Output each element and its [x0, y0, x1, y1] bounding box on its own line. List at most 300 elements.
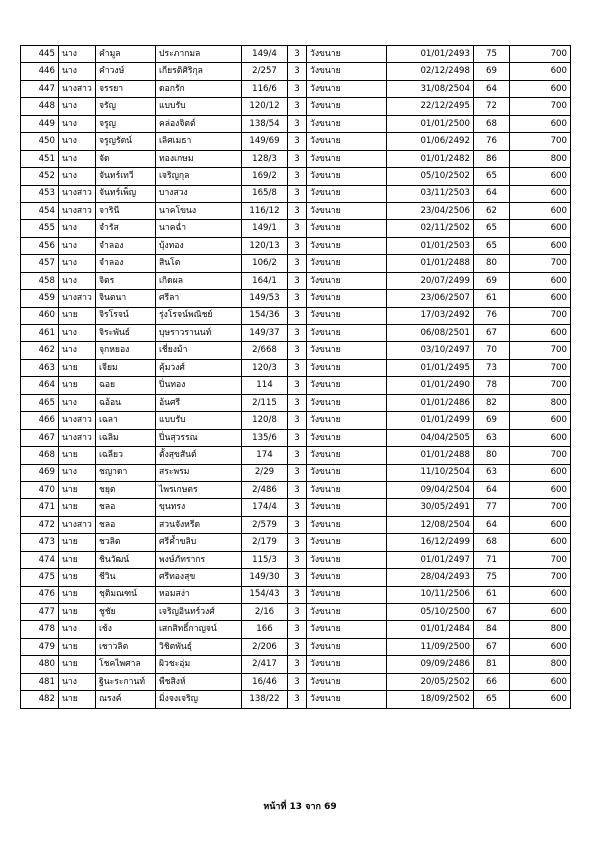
prefix-cell: นาง: [59, 237, 96, 254]
allowance-amount-cell: 800: [510, 656, 571, 673]
age-cell: 64: [474, 481, 510, 498]
age-cell: 72: [474, 98, 510, 115]
allowance-amount-cell: 600: [510, 534, 571, 551]
first-name-cell: จันทร์เพ็ญ: [96, 185, 156, 202]
age-cell: 64: [474, 80, 510, 97]
moo-cell: 3: [288, 237, 307, 254]
age-cell: 69: [474, 412, 510, 429]
last-name-cell: เจริญอินทร์วงศ์: [156, 604, 242, 621]
first-name-cell: ชินวัฒน์: [96, 551, 156, 568]
age-cell: 76: [474, 133, 510, 150]
prefix-cell: นางสาว: [59, 202, 96, 219]
last-name-cell: เลิศเมธา: [156, 133, 242, 150]
moo-cell: 3: [288, 429, 307, 446]
birth-date-cell: 28/04/2493: [387, 569, 474, 586]
allowance-amount-cell: 600: [510, 115, 571, 132]
table-row: [21, 359, 571, 376]
prefix-cell: นาง: [59, 325, 96, 342]
first-name-cell: ชีวิน: [96, 569, 156, 586]
table-row: [21, 569, 571, 586]
moo-cell: 3: [288, 638, 307, 655]
table-row: [21, 272, 571, 289]
prefix-cell: นาง: [59, 63, 96, 80]
house-number-cell: 116/12: [242, 202, 288, 219]
village-cell: วังขนาย: [307, 220, 387, 237]
age-cell: 80: [474, 447, 510, 464]
table-row: [21, 46, 571, 63]
village-cell: วังขนาย: [307, 534, 387, 551]
allowance-amount-cell: 600: [510, 412, 571, 429]
moo-cell: 3: [288, 202, 307, 219]
allowance-amount-cell: 600: [510, 586, 571, 603]
last-name-cell: บุ้งทอง: [156, 237, 242, 254]
house-number-cell: 154/43: [242, 586, 288, 603]
birth-date-cell: 23/04/2506: [387, 202, 474, 219]
age-cell: 67: [474, 325, 510, 342]
house-number-cell: 2/486: [242, 481, 288, 498]
allowance-amount-cell: 800: [510, 394, 571, 411]
age-cell: 86: [474, 150, 510, 167]
age-cell: 81: [474, 656, 510, 673]
house-number-cell: 149/37: [242, 325, 288, 342]
table-row: [21, 499, 571, 516]
row-number-cell: 451: [21, 150, 59, 167]
house-number-cell: 2/579: [242, 516, 288, 533]
age-cell: 62: [474, 202, 510, 219]
first-name-cell: เฉลียว: [96, 447, 156, 464]
moo-cell: 3: [288, 534, 307, 551]
prefix-cell: นาง: [59, 220, 96, 237]
birth-date-cell: 05/10/2502: [387, 168, 474, 185]
row-number-cell: 466: [21, 412, 59, 429]
row-number-cell: 449: [21, 115, 59, 132]
house-number-cell: 174: [242, 447, 288, 464]
birth-date-cell: 01/01/2503: [387, 237, 474, 254]
age-cell: 75: [474, 569, 510, 586]
village-cell: วังขนาย: [307, 237, 387, 254]
village-cell: วังขนาย: [307, 656, 387, 673]
moo-cell: 3: [288, 359, 307, 376]
allowance-amount-cell: 600: [510, 272, 571, 289]
prefix-cell: นาง: [59, 150, 96, 167]
row-number-cell: 463: [21, 359, 59, 376]
allowance-amount-cell: 600: [510, 325, 571, 342]
allowance-amount-cell: 600: [510, 202, 571, 219]
last-name-cell: บุษราวรานนท์: [156, 325, 242, 342]
last-name-cell: สินโต: [156, 255, 242, 272]
allowance-amount-cell: 600: [510, 464, 571, 481]
row-number-cell: 448: [21, 98, 59, 115]
age-cell: 67: [474, 638, 510, 655]
table-body: [21, 46, 571, 709]
house-number-cell: 2/115: [242, 394, 288, 411]
prefix-cell: นางสาว: [59, 429, 96, 446]
village-cell: วังขนาย: [307, 202, 387, 219]
house-number-cell: 138/54: [242, 115, 288, 132]
house-number-cell: 2/29: [242, 464, 288, 481]
first-name-cell: ชุติมณฑน์: [96, 586, 156, 603]
village-cell: วังขนาย: [307, 290, 387, 307]
allowance-amount-cell: 600: [510, 516, 571, 533]
last-name-cell: พืชสิงห์: [156, 673, 242, 690]
first-name-cell: ชลอ: [96, 516, 156, 533]
birth-date-cell: 01/01/2486: [387, 394, 474, 411]
village-cell: วังขนาย: [307, 63, 387, 80]
house-number-cell: 2/417: [242, 656, 288, 673]
village-cell: วังขนาย: [307, 429, 387, 446]
allowance-amount-cell: 700: [510, 98, 571, 115]
village-cell: วังขนาย: [307, 569, 387, 586]
birth-date-cell: 01/01/2499: [387, 412, 474, 429]
birth-date-cell: 20/07/2499: [387, 272, 474, 289]
birth-date-cell: 01/01/2488: [387, 447, 474, 464]
house-number-cell: 149/69: [242, 133, 288, 150]
allowance-amount-cell: 700: [510, 447, 571, 464]
village-cell: วังขนาย: [307, 638, 387, 655]
moo-cell: 3: [288, 290, 307, 307]
moo-cell: 3: [288, 673, 307, 690]
age-cell: 64: [474, 516, 510, 533]
first-name-cell: จินตนา: [96, 290, 156, 307]
row-number-cell: 469: [21, 464, 59, 481]
first-name-cell: เชาวลิต: [96, 638, 156, 655]
last-name-cell: ปิ่นสุวรรณ: [156, 429, 242, 446]
first-name-cell: จิรโรจน์: [96, 307, 156, 324]
last-name-cell: เสกสิทธิ์กาญจน์: [156, 621, 242, 638]
first-name-cell: เจียม: [96, 359, 156, 376]
last-name-cell: อ้นศรี: [156, 394, 242, 411]
house-number-cell: 154/36: [242, 307, 288, 324]
row-number-cell: 452: [21, 168, 59, 185]
prefix-cell: นาง: [59, 394, 96, 411]
moo-cell: 3: [288, 377, 307, 394]
table-row: [21, 307, 571, 324]
village-cell: วังขนาย: [307, 255, 387, 272]
allowance-amount-cell: 600: [510, 604, 571, 621]
row-number-cell: 477: [21, 604, 59, 621]
first-name-cell: เฉลา: [96, 412, 156, 429]
first-name-cell: ฉอ้อน: [96, 394, 156, 411]
house-number-cell: 120/12: [242, 98, 288, 115]
moo-cell: 3: [288, 133, 307, 150]
moo-cell: 3: [288, 586, 307, 603]
moo-cell: 3: [288, 150, 307, 167]
house-number-cell: 138/22: [242, 691, 288, 708]
birth-date-cell: 11/09/2500: [387, 638, 474, 655]
age-cell: 77: [474, 499, 510, 516]
village-cell: วังขนาย: [307, 464, 387, 481]
last-name-cell: รุ่งโรจน์พณิชย์: [156, 307, 242, 324]
first-name-cell: จิตร: [96, 272, 156, 289]
moo-cell: 3: [288, 80, 307, 97]
village-cell: วังขนาย: [307, 604, 387, 621]
allowance-amount-cell: 700: [510, 342, 571, 359]
birth-date-cell: 01/06/2492: [387, 133, 474, 150]
allowance-amount-cell: 800: [510, 150, 571, 167]
age-cell: 69: [474, 63, 510, 80]
village-cell: วังขนาย: [307, 80, 387, 97]
house-number-cell: 2/257: [242, 63, 288, 80]
village-cell: วังขนาย: [307, 46, 387, 63]
village-cell: วังขนาย: [307, 447, 387, 464]
prefix-cell: นางสาว: [59, 516, 96, 533]
village-cell: วังขนาย: [307, 98, 387, 115]
prefix-cell: นางสาว: [59, 290, 96, 307]
first-name-cell: ชลอ: [96, 499, 156, 516]
moo-cell: 3: [288, 656, 307, 673]
row-number-cell: 470: [21, 481, 59, 498]
house-number-cell: 120/3: [242, 359, 288, 376]
row-number-cell: 481: [21, 673, 59, 690]
first-name-cell: เฉลิม: [96, 429, 156, 446]
prefix-cell: นาง: [59, 133, 96, 150]
village-cell: วังขนาย: [307, 621, 387, 638]
village-cell: วังขนาย: [307, 691, 387, 708]
house-number-cell: 2/206: [242, 638, 288, 655]
row-number-cell: 474: [21, 551, 59, 568]
allowance-amount-cell: 700: [510, 255, 571, 272]
age-cell: 61: [474, 586, 510, 603]
last-name-cell: คล่องจิตต์: [156, 115, 242, 132]
prefix-cell: นาง: [59, 255, 96, 272]
moo-cell: 3: [288, 551, 307, 568]
village-cell: วังขนาย: [307, 325, 387, 342]
first-name-cell: จำลอง: [96, 255, 156, 272]
prefix-cell: นางสาว: [59, 185, 96, 202]
birth-date-cell: 04/04/2505: [387, 429, 474, 446]
house-number-cell: 149/4: [242, 46, 288, 63]
birth-date-cell: 12/08/2504: [387, 516, 474, 533]
age-cell: 68: [474, 534, 510, 551]
age-cell: 76: [474, 307, 510, 324]
village-cell: วังขนาย: [307, 168, 387, 185]
allowance-amount-cell: 700: [510, 46, 571, 63]
age-cell: 80: [474, 255, 510, 272]
first-name-cell: ชูชัย: [96, 604, 156, 621]
age-cell: 65: [474, 168, 510, 185]
prefix-cell: นาง: [59, 673, 96, 690]
first-name-cell: เช้ง: [96, 621, 156, 638]
table-row: [21, 673, 571, 690]
birth-date-cell: 05/10/2500: [387, 604, 474, 621]
row-number-cell: 473: [21, 534, 59, 551]
moo-cell: 3: [288, 307, 307, 324]
table-row: [21, 534, 571, 551]
allowance-amount-cell: 700: [510, 307, 571, 324]
last-name-cell: ขุนทรง: [156, 499, 242, 516]
first-name-cell: จุกหยอง: [96, 342, 156, 359]
table-row: [21, 255, 571, 272]
house-number-cell: 120/8: [242, 412, 288, 429]
first-name-cell: จันทร์เทวี: [96, 168, 156, 185]
prefix-cell: นาย: [59, 447, 96, 464]
birth-date-cell: 01/01/2484: [387, 621, 474, 638]
first-name-cell: คำวงษ์: [96, 63, 156, 80]
moo-cell: 3: [288, 412, 307, 429]
row-number-cell: 482: [21, 691, 59, 708]
moo-cell: 3: [288, 342, 307, 359]
first-name-cell: จารินี: [96, 202, 156, 219]
last-name-cell: นาคฉ่ำ: [156, 220, 242, 237]
page-number: หน้าที่ 13 จาก 69: [263, 802, 337, 812]
age-cell: 64: [474, 185, 510, 202]
allowance-amount-cell: 700: [510, 551, 571, 568]
first-name-cell: จัด: [96, 150, 156, 167]
age-cell: 61: [474, 290, 510, 307]
age-cell: 65: [474, 691, 510, 708]
age-cell: 73: [474, 359, 510, 376]
last-name-cell: แบบรับ: [156, 98, 242, 115]
table-row: [21, 80, 571, 97]
village-cell: วังขนาย: [307, 586, 387, 603]
house-number-cell: 2/668: [242, 342, 288, 359]
village-cell: วังขนาย: [307, 377, 387, 394]
birth-date-cell: 16/12/2499: [387, 534, 474, 551]
last-name-cell: เกิดผล: [156, 272, 242, 289]
last-name-cell: นาคโขนง: [156, 202, 242, 219]
allowance-amount-cell: 600: [510, 691, 571, 708]
table-row: [21, 638, 571, 655]
prefix-cell: นาง: [59, 168, 96, 185]
row-number-cell: 453: [21, 185, 59, 202]
prefix-cell: นาง: [59, 342, 96, 359]
first-name-cell: คำมูล: [96, 46, 156, 63]
table-row: [21, 185, 571, 202]
last-name-cell: ทองเกษม: [156, 150, 242, 167]
moo-cell: 3: [288, 220, 307, 237]
row-number-cell: 457: [21, 255, 59, 272]
first-name-cell: จรูญ: [96, 115, 156, 132]
house-number-cell: 164/1: [242, 272, 288, 289]
prefix-cell: นาง: [59, 272, 96, 289]
birth-date-cell: 09/09/2486: [387, 656, 474, 673]
row-number-cell: 460: [21, 307, 59, 324]
first-name-cell: จรรยา: [96, 80, 156, 97]
prefix-cell: นาง: [59, 46, 96, 63]
row-number-cell: 479: [21, 638, 59, 655]
prefix-cell: นาย: [59, 586, 96, 603]
table-row: [21, 133, 571, 150]
moo-cell: 3: [288, 185, 307, 202]
first-name-cell: ฉอย: [96, 377, 156, 394]
prefix-cell: นาย: [59, 551, 96, 568]
table-row: [21, 621, 571, 638]
age-cell: 65: [474, 220, 510, 237]
moo-cell: 3: [288, 46, 307, 63]
allowance-amount-cell: 600: [510, 429, 571, 446]
house-number-cell: 149/1: [242, 220, 288, 237]
moo-cell: 3: [288, 168, 307, 185]
prefix-cell: นาย: [59, 604, 96, 621]
age-cell: 63: [474, 429, 510, 446]
village-cell: วังขนาย: [307, 272, 387, 289]
house-number-cell: 149/53: [242, 290, 288, 307]
table-row: [21, 447, 571, 464]
birth-date-cell: 20/05/2502: [387, 673, 474, 690]
birth-date-cell: 31/08/2504: [387, 80, 474, 97]
allowance-amount-cell: 700: [510, 569, 571, 586]
village-cell: วังขนาย: [307, 115, 387, 132]
last-name-cell: มิ่งจงเจริญ: [156, 691, 242, 708]
prefix-cell: นาย: [59, 656, 96, 673]
moo-cell: 3: [288, 691, 307, 708]
prefix-cell: นาย: [59, 569, 96, 586]
birth-date-cell: 01/01/2493: [387, 46, 474, 63]
first-name-cell: จรัญ: [96, 98, 156, 115]
table-row: [21, 377, 571, 394]
age-cell: 82: [474, 394, 510, 411]
birth-date-cell: 03/11/2503: [387, 185, 474, 202]
moo-cell: 3: [288, 604, 307, 621]
prefix-cell: นาย: [59, 499, 96, 516]
table-row: [21, 551, 571, 568]
allowance-amount-cell: 600: [510, 185, 571, 202]
age-cell: 66: [474, 673, 510, 690]
last-name-cell: เจริญกุล: [156, 168, 242, 185]
birth-date-cell: 23/06/2507: [387, 290, 474, 307]
table-row: [21, 98, 571, 115]
table-row: [21, 220, 571, 237]
table-row: [21, 656, 571, 673]
first-name-cell: ชญาดา: [96, 464, 156, 481]
table-row: [21, 168, 571, 185]
moo-cell: 3: [288, 621, 307, 638]
prefix-cell: นาง: [59, 98, 96, 115]
birth-date-cell: 01/01/2488: [387, 255, 474, 272]
moo-cell: 3: [288, 499, 307, 516]
last-name-cell: ศรีค้ำขลิบ: [156, 534, 242, 551]
village-cell: วังขนาย: [307, 481, 387, 498]
prefix-cell: นาย: [59, 359, 96, 376]
prefix-cell: นาย: [59, 691, 96, 708]
house-number-cell: 114: [242, 377, 288, 394]
row-number-cell: 475: [21, 569, 59, 586]
house-number-cell: 166: [242, 621, 288, 638]
last-name-cell: สวนจังหรีด: [156, 516, 242, 533]
village-cell: วังขนาย: [307, 359, 387, 376]
birth-date-cell: 02/11/2502: [387, 220, 474, 237]
table-row: [21, 325, 571, 342]
birth-date-cell: 01/01/2482: [387, 150, 474, 167]
last-name-cell: วิชิตพันธุ์: [156, 638, 242, 655]
table-row: [21, 412, 571, 429]
table-row: [21, 290, 571, 307]
allowance-amount-cell: 800: [510, 621, 571, 638]
last-name-cell: เกียรติศิริกุล: [156, 63, 242, 80]
last-name-cell: ศรีลา: [156, 290, 242, 307]
table-row: [21, 586, 571, 603]
birth-date-cell: 03/10/2497: [387, 342, 474, 359]
house-number-cell: 169/2: [242, 168, 288, 185]
row-number-cell: 454: [21, 202, 59, 219]
moo-cell: 3: [288, 63, 307, 80]
birth-date-cell: 01/01/2495: [387, 359, 474, 376]
allowance-amount-cell: 600: [510, 290, 571, 307]
moo-cell: 3: [288, 394, 307, 411]
village-cell: วังขนาย: [307, 150, 387, 167]
allowance-amount-cell: 700: [510, 359, 571, 376]
first-name-cell: ชยุต: [96, 481, 156, 498]
moo-cell: 3: [288, 569, 307, 586]
last-name-cell: บางสวง: [156, 185, 242, 202]
village-cell: วังขนาย: [307, 516, 387, 533]
house-number-cell: 106/2: [242, 255, 288, 272]
prefix-cell: นาง: [59, 621, 96, 638]
row-number-cell: 468: [21, 447, 59, 464]
age-cell: 70: [474, 342, 510, 359]
row-number-cell: 462: [21, 342, 59, 359]
row-number-cell: 459: [21, 290, 59, 307]
